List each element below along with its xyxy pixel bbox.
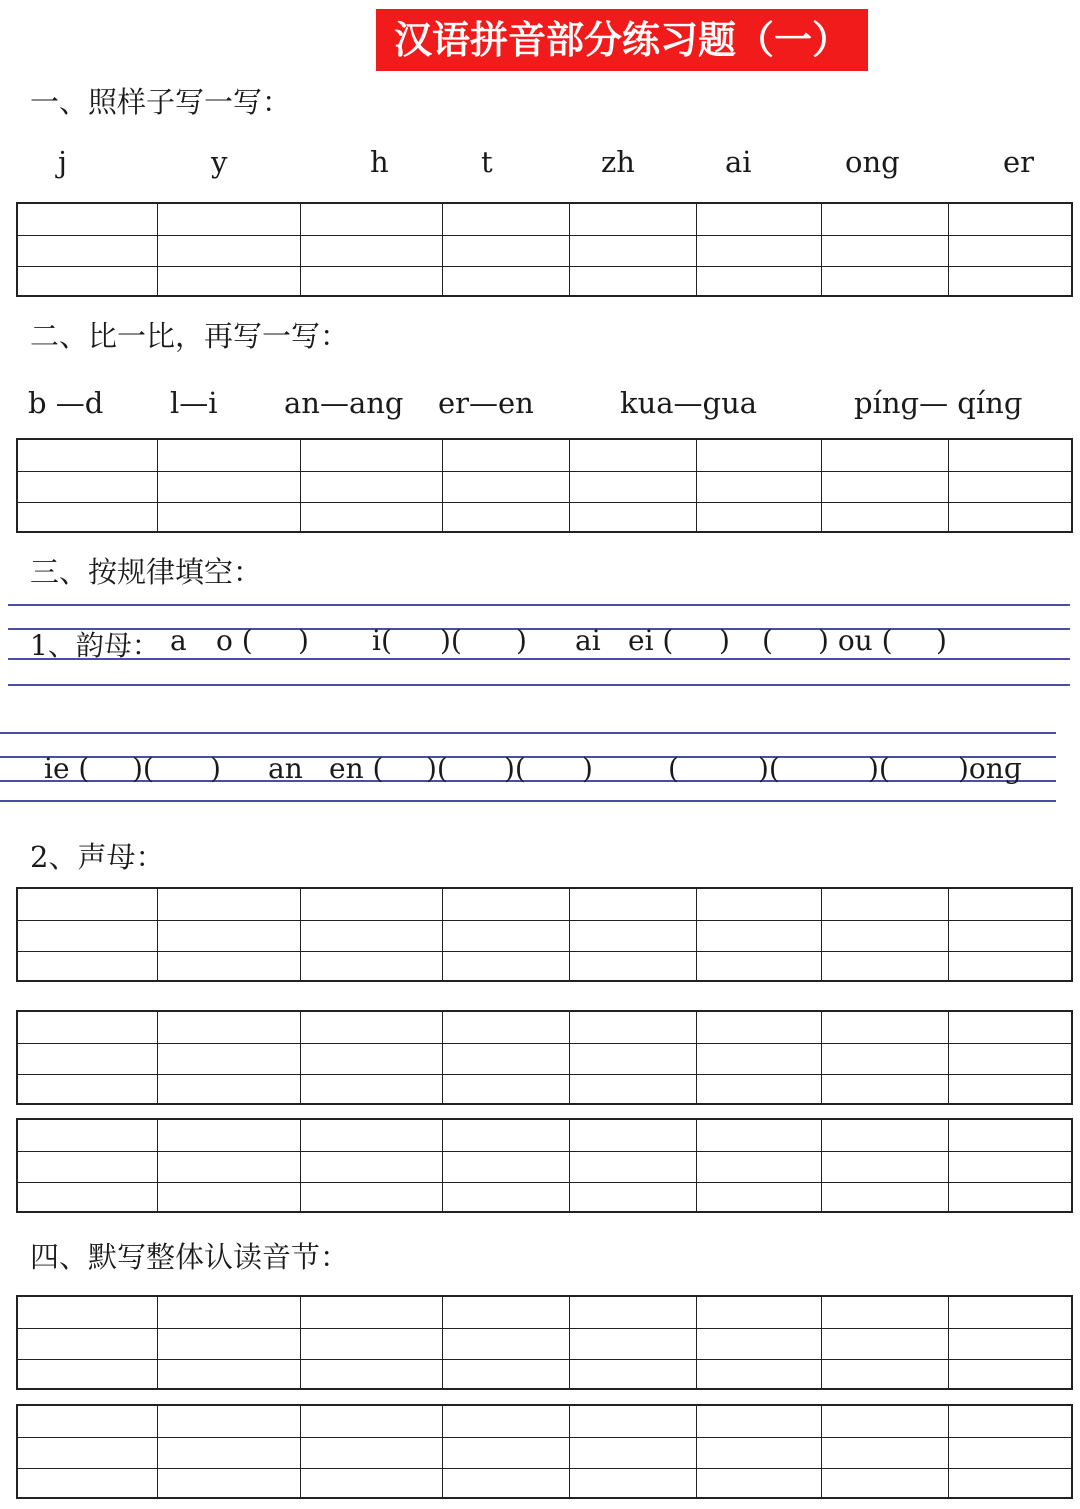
guide-line bbox=[0, 756, 1056, 758]
letter-er: er bbox=[1003, 145, 1035, 179]
grid-column-line bbox=[821, 440, 822, 531]
page-title: 汉语拼音部分练习题（一） bbox=[376, 9, 868, 71]
pair-er-en: er—en bbox=[438, 386, 534, 420]
grid-column-line bbox=[948, 440, 949, 531]
grid-row-line bbox=[18, 266, 1071, 267]
section1-heading: 一、照样子写一写： bbox=[30, 85, 292, 119]
writing-grid-2[interactable] bbox=[16, 438, 1073, 533]
pair-b-d: b —d bbox=[28, 386, 104, 420]
letter-ai: ai bbox=[725, 145, 752, 179]
initials-label: 2、声母： bbox=[30, 840, 165, 874]
grid-column-line bbox=[300, 440, 301, 531]
letter-zh: zh bbox=[601, 145, 635, 179]
grid-column-line bbox=[696, 1012, 697, 1103]
section3-heading: 三、按规律填空： bbox=[30, 555, 263, 589]
guide-line bbox=[8, 684, 1070, 686]
fill-text: en ( bbox=[329, 752, 384, 785]
grid-row-line bbox=[18, 1151, 1071, 1152]
section4-heading: 四、默写整体认读音节： bbox=[30, 1240, 350, 1274]
grid-column-line bbox=[948, 204, 949, 295]
fill-text: ei ( bbox=[628, 624, 674, 657]
grid-column-line bbox=[157, 440, 158, 531]
writing-grid-6[interactable] bbox=[16, 1295, 1073, 1390]
grid-column-line bbox=[442, 1297, 443, 1388]
grid-column-line bbox=[821, 1297, 822, 1388]
grid-column-line bbox=[569, 1406, 570, 1497]
pair-ping-qing: pínɡ— qínɡ bbox=[854, 386, 1023, 420]
grid-column-line bbox=[157, 204, 158, 295]
grid-column-line bbox=[696, 204, 697, 295]
finals-label: 1、韵母： bbox=[30, 629, 160, 662]
grid-column-line bbox=[696, 1297, 697, 1388]
grid-column-line bbox=[821, 1406, 822, 1497]
grid-column-line bbox=[569, 1012, 570, 1103]
grid-column-line bbox=[948, 1297, 949, 1388]
grid-column-line bbox=[442, 440, 443, 531]
fill-text: )onɡ bbox=[958, 752, 1022, 785]
letter-h: h bbox=[370, 145, 389, 179]
grid-column-line bbox=[157, 1406, 158, 1497]
grid-column-line bbox=[696, 440, 697, 531]
guide-line bbox=[0, 800, 1056, 802]
section2-heading: 二、比一比，再写一写： bbox=[30, 319, 350, 353]
writing-grid-1[interactable] bbox=[16, 202, 1073, 297]
grid-row-line bbox=[18, 1468, 1071, 1469]
letter-y: y bbox=[211, 145, 228, 179]
fill-text: ) bbox=[936, 624, 947, 657]
fill-text: ) bbox=[719, 624, 730, 657]
fill-text: ) bbox=[516, 624, 527, 657]
fill-text: o ( bbox=[216, 624, 253, 657]
fill-text: )( bbox=[426, 752, 448, 785]
writing-grid-5[interactable] bbox=[16, 1118, 1073, 1213]
grid-row-line bbox=[18, 951, 1071, 952]
grid-column-line bbox=[157, 889, 158, 980]
grid-row-line bbox=[18, 920, 1071, 921]
grid-column-line bbox=[442, 1406, 443, 1497]
letter-ong: ong bbox=[845, 145, 900, 179]
grid-column-line bbox=[948, 1406, 949, 1497]
guide-line bbox=[0, 732, 1056, 734]
grid-column-line bbox=[300, 204, 301, 295]
fill-text: ie ( bbox=[44, 752, 90, 785]
grid-column-line bbox=[569, 1120, 570, 1211]
grid-column-line bbox=[821, 204, 822, 295]
writing-grid-7[interactable] bbox=[16, 1404, 1073, 1499]
grid-column-line bbox=[442, 204, 443, 295]
grid-row-line bbox=[18, 1359, 1071, 1360]
fill-text: )( bbox=[504, 752, 526, 785]
grid-row-line bbox=[18, 1074, 1071, 1075]
fill-text: ( bbox=[668, 752, 679, 785]
grid-column-line bbox=[948, 889, 949, 980]
fill-text: ) bbox=[298, 624, 309, 657]
fill-text: ) ou ( bbox=[818, 624, 893, 657]
letter-t: t bbox=[481, 145, 493, 179]
fill-text: ) bbox=[582, 752, 593, 785]
pair-kua-gua: kua—gua bbox=[620, 386, 758, 420]
grid-row-line bbox=[18, 235, 1071, 236]
grid-column-line bbox=[569, 889, 570, 980]
pair-l-i: l—i bbox=[170, 386, 218, 420]
grid-row-line bbox=[18, 1437, 1071, 1438]
letter-j: j bbox=[58, 145, 67, 179]
grid-column-line bbox=[157, 1012, 158, 1103]
grid-row-line bbox=[18, 1328, 1071, 1329]
grid-column-line bbox=[696, 1406, 697, 1497]
grid-column-line bbox=[948, 1012, 949, 1103]
grid-column-line bbox=[696, 889, 697, 980]
grid-column-line bbox=[442, 889, 443, 980]
guide-line bbox=[8, 604, 1070, 606]
grid-row-line bbox=[18, 1182, 1071, 1183]
fill-text: ( bbox=[762, 624, 773, 657]
guide-line bbox=[8, 658, 1070, 660]
fill-text: ) bbox=[210, 752, 221, 785]
grid-column-line bbox=[696, 1120, 697, 1211]
fill-text: i( bbox=[372, 624, 392, 657]
guide-line bbox=[8, 628, 1070, 630]
grid-row-line bbox=[18, 502, 1071, 503]
grid-column-line bbox=[300, 1297, 301, 1388]
grid-column-line bbox=[442, 1120, 443, 1211]
grid-column-line bbox=[821, 1120, 822, 1211]
fill-text: ai bbox=[575, 624, 601, 657]
writing-grid-3[interactable] bbox=[16, 887, 1073, 982]
grid-row-line bbox=[18, 1043, 1071, 1044]
grid-column-line bbox=[157, 1120, 158, 1211]
grid-column-line bbox=[821, 1012, 822, 1103]
fill-text: )( bbox=[758, 752, 780, 785]
grid-column-line bbox=[442, 1012, 443, 1103]
fill-text: )( bbox=[132, 752, 154, 785]
grid-column-line bbox=[948, 1120, 949, 1211]
grid-column-line bbox=[569, 1297, 570, 1388]
fill-text: an bbox=[268, 752, 303, 785]
fill-text: )( bbox=[440, 624, 462, 657]
grid-column-line bbox=[569, 204, 570, 295]
grid-column-line bbox=[821, 889, 822, 980]
grid-column-line bbox=[300, 1012, 301, 1103]
grid-column-line bbox=[569, 440, 570, 531]
grid-column-line bbox=[300, 1406, 301, 1497]
guide-line bbox=[0, 780, 1056, 782]
fill-text: a bbox=[170, 624, 187, 657]
pair-an-ang: an—ang bbox=[284, 386, 404, 420]
grid-column-line bbox=[300, 1120, 301, 1211]
grid-row-line bbox=[18, 471, 1071, 472]
fill-text: )( bbox=[868, 752, 890, 785]
grid-column-line bbox=[300, 889, 301, 980]
grid-column-line bbox=[157, 1297, 158, 1388]
writing-grid-4[interactable] bbox=[16, 1010, 1073, 1105]
